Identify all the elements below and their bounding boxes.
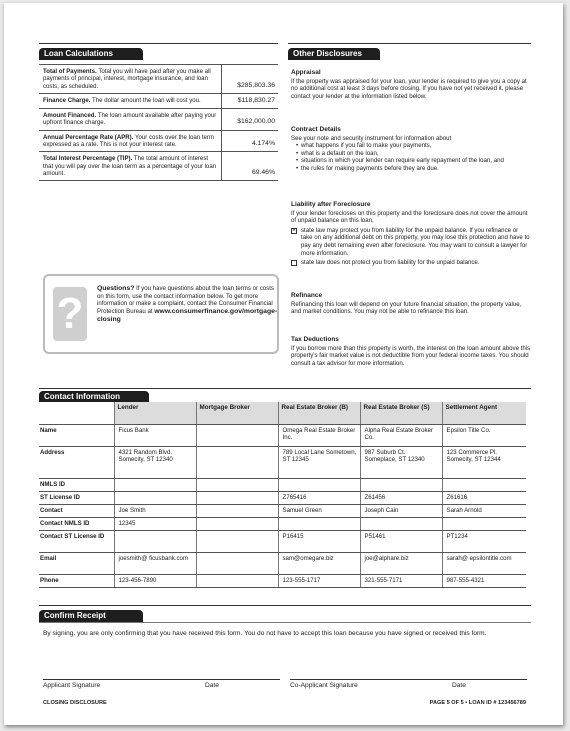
confirm-text: By signing, you are only confirming that you have received this form. You do not have to accept this loan because you have signed or received this form.: [43, 630, 487, 637]
liability-intro: If your lender forecloses on this property and the foreclosure does not cover the amount of unpaid balance on this loan,: [291, 209, 528, 225]
contact-cell: sam@omegare.biz: [278, 552, 360, 574]
contact-row-label: Contact NMLS ID: [39, 517, 114, 530]
tax-text: If you borrow more than this property is worth, the interest on the loan amount above this property's fair market value is not deductible from your federal income taxes. You should consult a tax advisor for more information.: [291, 344, 531, 367]
section-rule: [288, 43, 531, 44]
contact-row-label: Contact: [39, 504, 114, 517]
refinance-section: [291, 292, 531, 316]
liability-option-protect: [291, 227, 531, 257]
contact-cell: P16415: [278, 530, 360, 552]
contact-cell: Ficus Bank: [114, 424, 196, 446]
contact-cell: Sarah Arnold: [442, 504, 526, 517]
contact-cell: [442, 517, 526, 530]
contact-cell: [196, 530, 278, 552]
contact-cell: [114, 530, 196, 552]
contact-column-header: [39, 402, 114, 424]
questions-text: [97, 285, 279, 324]
liability-section: [291, 201, 531, 267]
table-row: [39, 478, 526, 491]
table-row: [39, 530, 526, 552]
contact-cell: [442, 478, 526, 491]
refinance-heading: Refinance: [291, 292, 323, 299]
co-applicant-date-label: Date: [452, 682, 466, 689]
liability-option-no-protect-text: state law does not protect you from liability for the unpaid balance.: [301, 259, 480, 267]
footer-form-name: CLOSING DISCLOSURE: [43, 700, 107, 706]
loan-calc-description: The loan amount available after paying your upfront finance charge.: [43, 112, 217, 127]
loan-calc-label-cell: [39, 65, 221, 94]
contact-cell: [278, 517, 360, 530]
contact-cell: P51461: [360, 530, 442, 552]
contact-row-label: Email: [39, 552, 114, 574]
tax-section: [291, 336, 531, 367]
contact-cell: [114, 478, 196, 491]
contact-row-label: ST License ID: [39, 491, 114, 504]
contact-cell: Joseph Cain: [360, 504, 442, 517]
loan-calc-value: 4.174%: [221, 130, 278, 152]
checkbox-no-protect[interactable]: [291, 260, 297, 266]
co-applicant-signature-line[interactable]: [290, 679, 527, 680]
contact-column-header: Mortgage Broker: [196, 402, 278, 424]
contact-column-header: Real Estate Broker (S): [360, 402, 442, 424]
appraisal-text: If the property was appraised for your loan, your lender is required to give you a copy at no additional cost at least 3 days before closing. If you have not yet received it, please contact your lender at the information listed below.: [291, 77, 527, 100]
checkbox-protect[interactable]: ×: [292, 227, 296, 234]
contact-cell: Samuel Green: [278, 504, 360, 517]
loan-calc-label-cell: [39, 93, 221, 108]
contact-row-label: NMLS ID: [39, 478, 114, 491]
applicant-date-label: Date: [205, 682, 219, 689]
contact-cell: [360, 517, 442, 530]
loan-calc-label: Finance Charge.: [43, 96, 91, 104]
contact-cell: [360, 478, 442, 491]
loan-calc-label-cell: [39, 152, 221, 181]
contact-cell: [196, 574, 278, 587]
table-row: [39, 446, 526, 478]
contact-table: [39, 402, 526, 588]
contract-list: [291, 142, 531, 172]
contract-heading: Contract Details: [291, 126, 341, 133]
contact-cell: 4321 Random Blvd. Somecity, ST 12340: [114, 446, 196, 478]
contact-cell: 987-555-4321: [442, 574, 526, 587]
loan-calc-row: [39, 93, 278, 108]
appraisal-heading: Appraisal: [291, 69, 321, 76]
loan-calc-label-cell: [39, 130, 221, 152]
contact-cell: PT1234: [442, 530, 526, 552]
contact-row-label: Name: [39, 424, 114, 446]
loan-calculations-title: Loan Calculations: [39, 48, 143, 60]
contact-row-label: Contact ST License ID: [39, 530, 114, 552]
contact-cell: 123-555-1717: [278, 574, 360, 587]
contact-cell: sarah@ epsilontitle.com: [442, 552, 526, 574]
contact-cell: Alpha Real Estate Broker Co.: [360, 424, 442, 446]
applicant-signature-label: Applicant Signature: [43, 682, 101, 689]
loan-calc-value: $118,830.27: [221, 93, 278, 108]
contact-cell: 12345: [114, 517, 196, 530]
table-row: [39, 491, 526, 504]
list-item: • the rules for making payments before they are due.: [301, 165, 531, 173]
tax-heading: Tax Deductions: [291, 336, 339, 343]
table-row: [39, 424, 526, 446]
contact-column-header: Real Estate Broker (B): [278, 402, 360, 424]
list-item: • situations in which your lender can require early repayment of the loan, and: [301, 157, 531, 165]
contact-cell: Z765416: [278, 491, 360, 504]
cfpb-link[interactable]: www.consumerfinance.gov/mortgage-closing: [97, 308, 278, 323]
contact-cell: joesmith@ ficusbank.com: [114, 552, 196, 574]
table-row: [39, 517, 526, 530]
loan-calc-label: Total Interest Percentage (TIP).: [43, 155, 133, 163]
loan-calc-row: [39, 130, 278, 152]
contact-cell: [196, 517, 278, 530]
refinance-text: Refinancing this loan will depend on your future financial situation, the property value, and market conditions. You may not be able to refinance this loan.: [291, 300, 522, 316]
section-rule: [39, 605, 531, 606]
contact-cell: [196, 478, 278, 491]
contact-cell: 123-456-7890: [114, 574, 196, 587]
contact-cell: [196, 424, 278, 446]
contact-cell: 321-555-7171: [360, 574, 442, 587]
table-row: [39, 552, 526, 574]
section-rule: [39, 43, 278, 44]
contact-column-header: Settlement Agent: [442, 402, 526, 424]
contact-information-title: Contact Information: [39, 391, 149, 403]
contact-row-label: Phone: [39, 574, 114, 587]
contact-cell: Z61456: [360, 491, 442, 504]
table-row: [39, 574, 526, 587]
loan-calc-row: [39, 152, 278, 181]
question-mark-icon: ?: [53, 287, 87, 341]
loan-calc-value: $162,000.00: [221, 109, 278, 131]
loan-calc-value: $285,803.36: [221, 65, 278, 94]
contact-row-label: Address: [39, 446, 114, 478]
contact-cell: 123 Commerce Pl. Somecity, ST 12344: [442, 446, 526, 478]
contact-cell: Omega Real Estate Broker Inc.: [278, 424, 360, 446]
contact-cell: joe@alphare.biz: [360, 552, 442, 574]
loan-calc-description: The dollar amount the loan will cost you.: [90, 96, 201, 104]
contact-cell: Joe Smith: [114, 504, 196, 517]
loan-calc-description: The total amount of interest that you will pay over the loan term as a percentage of your loan amount.: [43, 155, 217, 177]
list-item: • what is a default on the loan,: [301, 150, 531, 158]
contract-details-section: [291, 126, 531, 173]
questions-heading: Questions?: [97, 285, 135, 292]
questions-body: If you have questions about the loan terms or costs on this form, use the contact information below. To get more information or make a complaint, contact the Consumer Financial Protection Bureau at: [97, 285, 274, 316]
loan-calculations-table: [39, 64, 278, 181]
contact-cell: [196, 491, 278, 504]
contact-cell: 789 Local Lane Sometown, ST 12345: [278, 446, 360, 478]
contact-cell: 987 Suburb Ct. Someplace, ST 12340: [360, 446, 442, 478]
contact-cell: Epsilon Title Co.: [442, 424, 526, 446]
loan-calc-description: Total you will have paid after you make all payments of principal, interest, mortgage insurance, and loan costs, as scheduled.: [43, 68, 211, 90]
co-applicant-signature-label: Co-Applicant Signature: [290, 682, 358, 689]
liability-option-no-protect: [291, 259, 531, 267]
footer-page-loan-id: PAGE 5 OF 5 • LOAN ID # 123456789: [429, 700, 526, 706]
loan-calc-value: 69.46%: [221, 152, 278, 181]
contact-cell: [278, 478, 360, 491]
contact-cell: [114, 491, 196, 504]
contact-cell: [196, 552, 278, 574]
loan-calc-row: [39, 109, 278, 131]
loan-calc-label-cell: [39, 109, 221, 131]
loan-calc-description: Your costs over the loan term expressed as a rate. This is not your interest rate.: [43, 133, 215, 149]
appraisal-section: [291, 69, 531, 100]
list-item: • what happens if you fail to make your payments,: [301, 142, 531, 150]
confirm-receipt-title: Confirm Receipt: [39, 610, 143, 622]
section-rule: [39, 622, 531, 623]
loan-calc-label: Total of Payments.: [43, 68, 97, 75]
table-row: [39, 504, 526, 517]
loan-calc-label: Annual Percentage Rate (APR).: [43, 133, 134, 141]
contact-cell: [196, 504, 278, 517]
liability-option-protect-text: state law may protect you from liability for the unpaid balance. If you refinance or take on any additional debt on this property, you may lose this protection and have to pay any debt remaining even after foreclosure. You may want to consult a lawyer for more information.: [301, 226, 530, 257]
loan-calc-row: [39, 65, 278, 94]
section-rule: [39, 388, 531, 389]
contract-intro: See your note and security instrument for information about: [291, 134, 452, 142]
contact-cell: [196, 446, 278, 478]
loan-calc-label: Amount Financed.: [43, 112, 97, 120]
questions-box: [43, 274, 279, 354]
contact-column-header: Lender: [114, 402, 196, 424]
applicant-signature-line[interactable]: [43, 679, 280, 680]
contact-cell: Z61616: [442, 491, 526, 504]
other-disclosures-title: Other Disclosures: [288, 48, 380, 60]
liability-heading: Liability after Foreclosure: [291, 201, 371, 208]
